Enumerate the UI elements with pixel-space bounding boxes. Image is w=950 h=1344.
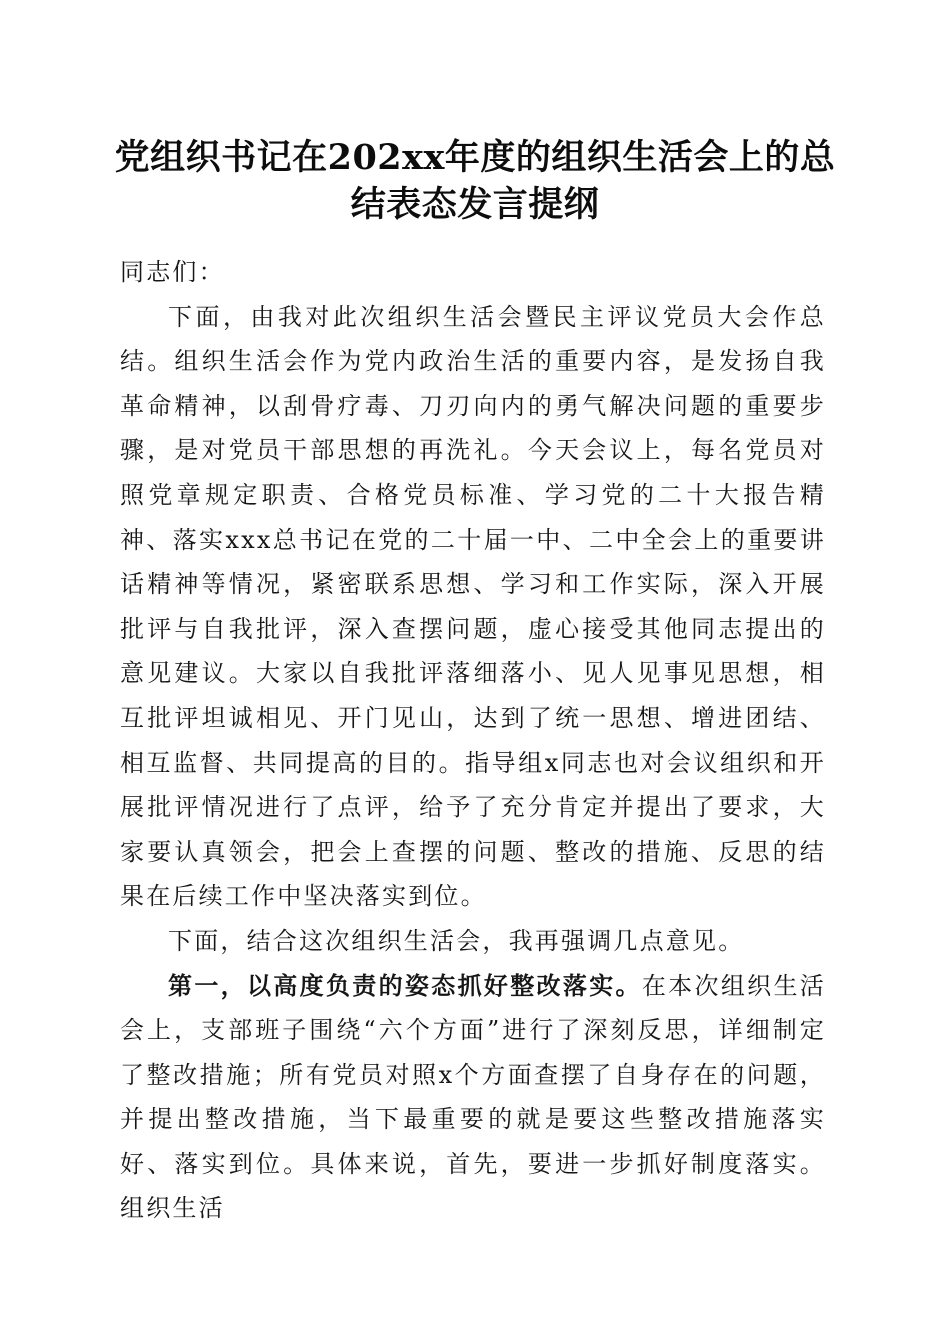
salutation: 同志们：: [120, 258, 225, 286]
point-one-heading: 第一，以高度负责的姿态抓好整改落实。: [168, 970, 642, 1000]
document-body: [120, 250, 826, 1231]
paragraph-summary: 下面，由我对此次组织生活会暨民主评议党员大会作总结。组织生活会作为党内政治生活的重要内容，是发扬自我革命精神，以刮骨疗毒、刀刃向内的勇气解决问题的重要步骤，是对党员干部思想的再洗礼。今天会议上，每名党员对照党章规定职责、合格党员标准、学习党的二十大报告精神、落实xxx总书记在党的二十届一中、二中全会上的重要讲话精神等情况，紧密联系思想、学习和工作实际，深入开展批评与自我批评，深入查摆问题，虚心接受其他同志提出的意见建议。大家以自我批评落细落小、见人见事见思想，相互批评坦诚相见、开门见山，达到了统一思想、增进团结、相互监督、共同提高的目的。指导组x同志也对会议组织和开展批评情况进行了点评，给予了充分肯定并提出了要求，大家要认真领会，把会上查摆的问题、整改的措施、反思的结果在后续工作中坚决落实到位。: [120, 302, 826, 911]
document-title: 党组织书记在202xx年度的组织生活会上的总结表态发言提纲: [114, 137, 836, 225]
paragraph-point-one: [120, 964, 826, 1232]
point-one-text: 在本次组织生活会上，支部班子围绕“六个方面”进行了深刻反思，详细制定了整改措施；所有党员对照x个方面查摆了自身存在的问题，并提出整改措施，当下最重要的就是要这些整改措施落实好、落实到位。具体来说，首先，要进一步抓好制度落实。组织生活: [120, 971, 826, 1223]
paragraph-transition: 下面，结合这次组织生活会，我再强调几点意见。: [168, 926, 745, 955]
